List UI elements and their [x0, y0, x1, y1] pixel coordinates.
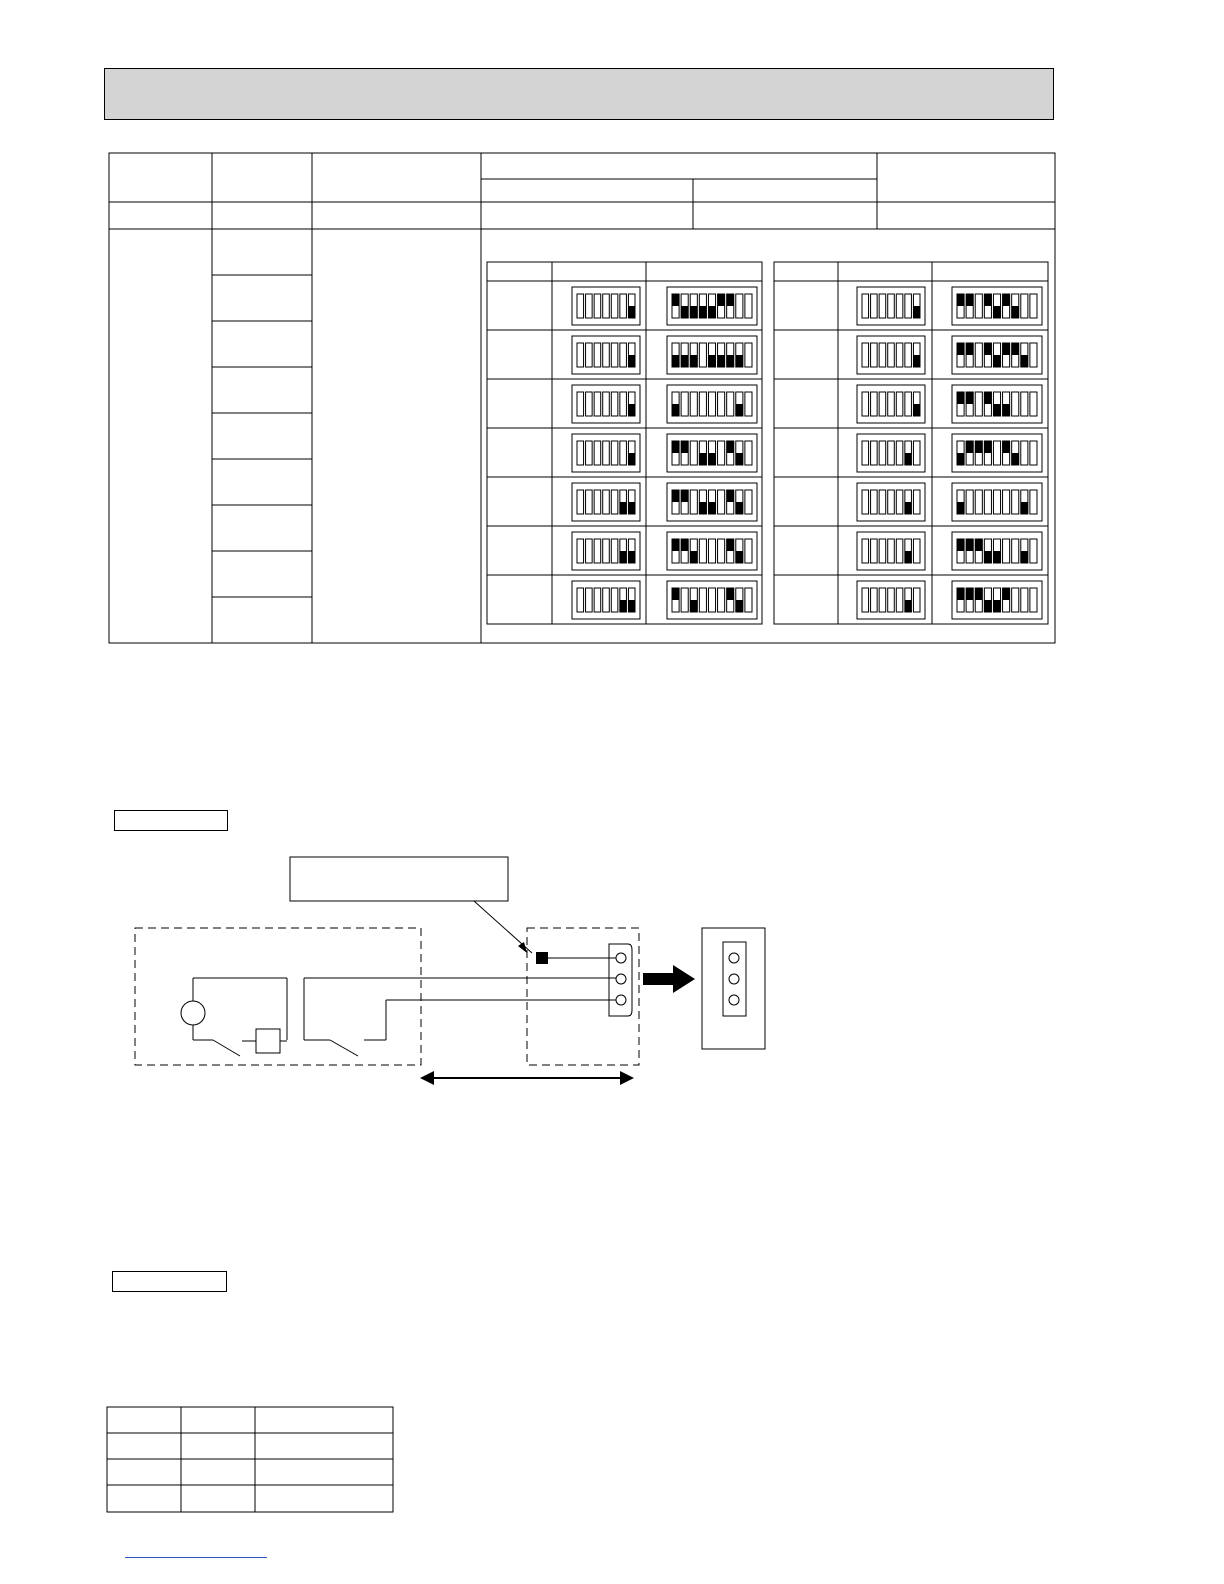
dip-switch-a-right-5: [857, 532, 925, 570]
callout-text-area: [296, 866, 502, 894]
dip-switch-b-right-4: [952, 483, 1042, 521]
dip-switch-a-right-1: [857, 336, 925, 374]
dip-switch-a-left-1: [572, 336, 640, 374]
dip-switch-b-left-6: [667, 581, 757, 619]
diagram-2-label-tag: [112, 1271, 227, 1292]
dip-switch-b-left-4: [667, 483, 757, 521]
sensor-terminal-square: [536, 952, 548, 964]
dip-switch-b-left-0: [667, 287, 757, 325]
dip-switch-layer: [572, 287, 1042, 619]
dip-switch-a-left-4: [572, 483, 640, 521]
dip-switch-a-right-4: [857, 483, 925, 521]
small-table: [107, 1407, 393, 1512]
dip-switch-b-right-5: [952, 532, 1042, 570]
dip-switch-b-right-3: [952, 434, 1042, 472]
dip-switch-b-right-0: [952, 287, 1042, 325]
dip-switch-b-right-1: [952, 336, 1042, 374]
dip-switch-a-left-2: [572, 385, 640, 423]
dip-switch-a-left-3: [572, 434, 640, 472]
dip-switch-a-right-6: [857, 581, 925, 619]
dip-switch-b-left-3: [667, 434, 757, 472]
dip-switch-a-right-0: [857, 287, 925, 325]
dip-switch-a-left-0: [572, 287, 640, 325]
dip-switch-a-right-3: [857, 434, 925, 472]
dip-switch-b-left-1: [667, 336, 757, 374]
dip-switch-b-right-6: [952, 581, 1042, 619]
plug-in-arrow: [643, 965, 695, 993]
dip-switch-b-right-2: [952, 385, 1042, 423]
dip-switch-a-left-5: [572, 532, 640, 570]
dip-switch-b-left-2: [667, 385, 757, 423]
diagram-1-label-tag: [114, 810, 228, 831]
dip-switch-a-left-6: [572, 581, 640, 619]
dip-switch-a-right-2: [857, 385, 925, 423]
footer-link-underline[interactable]: [125, 1557, 267, 1558]
dip-switch-b-left-5: [667, 532, 757, 570]
